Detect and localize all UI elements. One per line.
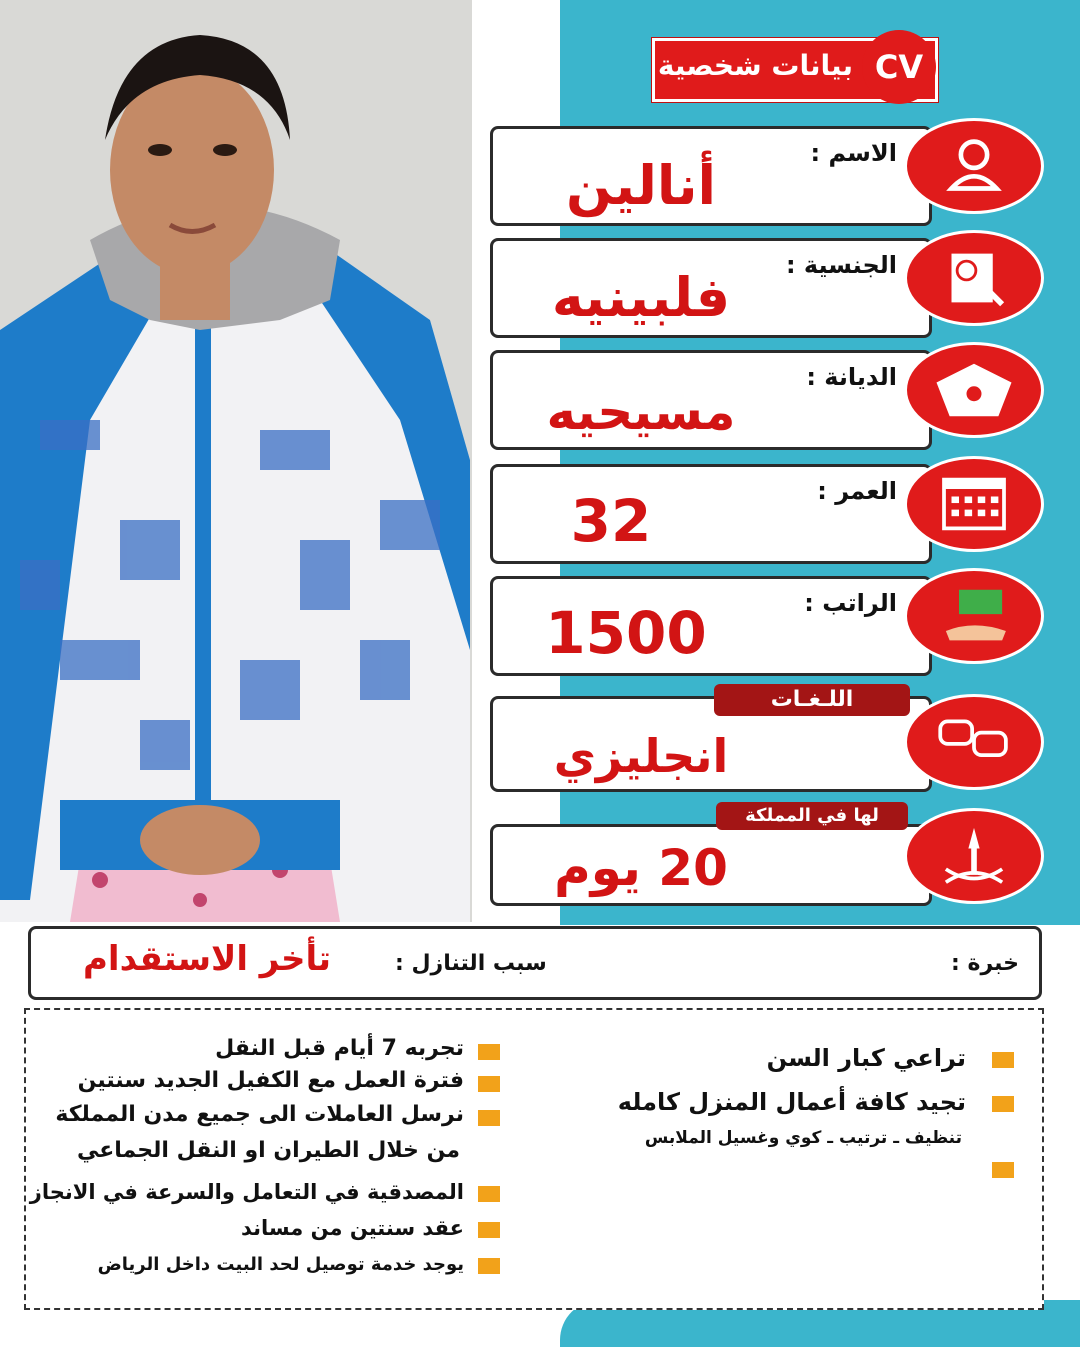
salary-label: الراتب : [804, 589, 897, 617]
globe-passport-icon [904, 230, 1044, 326]
feature-item: تراعي كبار السن [766, 1044, 966, 1072]
languages-tag: اللـغـات [714, 684, 910, 716]
reason-label: سبب التنازل : [395, 951, 547, 976]
religion-field [490, 350, 932, 450]
bullet-icon [478, 1044, 500, 1060]
nationality-value: فلبينيه [551, 266, 731, 329]
bullet-icon [992, 1096, 1014, 1112]
saudi-emblem-icon [904, 808, 1044, 904]
bullet-icon [478, 1110, 500, 1126]
salary-money-icon [904, 568, 1044, 664]
feature-item: تجيد كافة أعمال المنزل كامله [617, 1088, 966, 1116]
age-value: 32 [570, 487, 652, 555]
salary-value: 1500 [545, 599, 707, 667]
features-list [24, 1008, 1044, 1310]
bullet-icon [478, 1186, 500, 1202]
name-field [490, 126, 932, 226]
salary-field [490, 576, 932, 676]
experience-reason-bar [28, 926, 1042, 1000]
religion-value: مسيحيه [546, 383, 736, 441]
person-icon [904, 118, 1044, 214]
feature-item: فترة العمل مع الكفيل الجديد سنتين [77, 1068, 464, 1093]
languages-value: انجليزي [553, 729, 729, 783]
age-field [490, 464, 932, 564]
worker-photo [0, 0, 472, 922]
kingdom-duration-field [490, 824, 932, 906]
age-label: العمر : [817, 477, 897, 505]
feature-item: يوجد خدمة توصيل لحد البيت داخل الرياض [97, 1254, 464, 1275]
kingdom-duration-value: 20 يوم [554, 839, 728, 897]
feature-item: تجربه 7 أيام قبل النقل [215, 1036, 464, 1061]
calendar-icon [904, 456, 1044, 552]
experience-label: خبرة : [951, 951, 1019, 976]
bullet-icon [478, 1258, 500, 1274]
bullet-icon [478, 1222, 500, 1238]
header-title: بيانات شخصية [657, 49, 853, 82]
nationality-field [490, 238, 932, 338]
bullet-icon [992, 1162, 1014, 1178]
feature-item: من خلال الطيران او النقل الجماعي [76, 1138, 460, 1163]
bullet-icon [478, 1076, 500, 1092]
name-label: الاسم : [810, 139, 897, 167]
religion-label: الديانة : [806, 363, 897, 391]
reason-value: تأخر الاستقدام [83, 939, 331, 979]
nationality-label: الجنسية : [785, 251, 897, 279]
feature-item: عقد سنتين من مساند [241, 1216, 464, 1240]
feature-item: المصدقية في التعامل والسرعة في الانجاز [29, 1180, 464, 1204]
languages-chat-icon [904, 694, 1044, 790]
religion-icon [904, 342, 1044, 438]
feature-item: تنظيف ـ ترتيب ـ كوي وغسيل الملابس [644, 1128, 962, 1148]
feature-item: نرسل العاملات الى جميع مدن المملكة [55, 1102, 464, 1127]
kingdom-duration-tag: لها في المملكة [716, 802, 908, 830]
name-value: أنالين [566, 154, 716, 217]
cv-badge: CV [862, 30, 936, 104]
bullet-icon [992, 1052, 1014, 1068]
